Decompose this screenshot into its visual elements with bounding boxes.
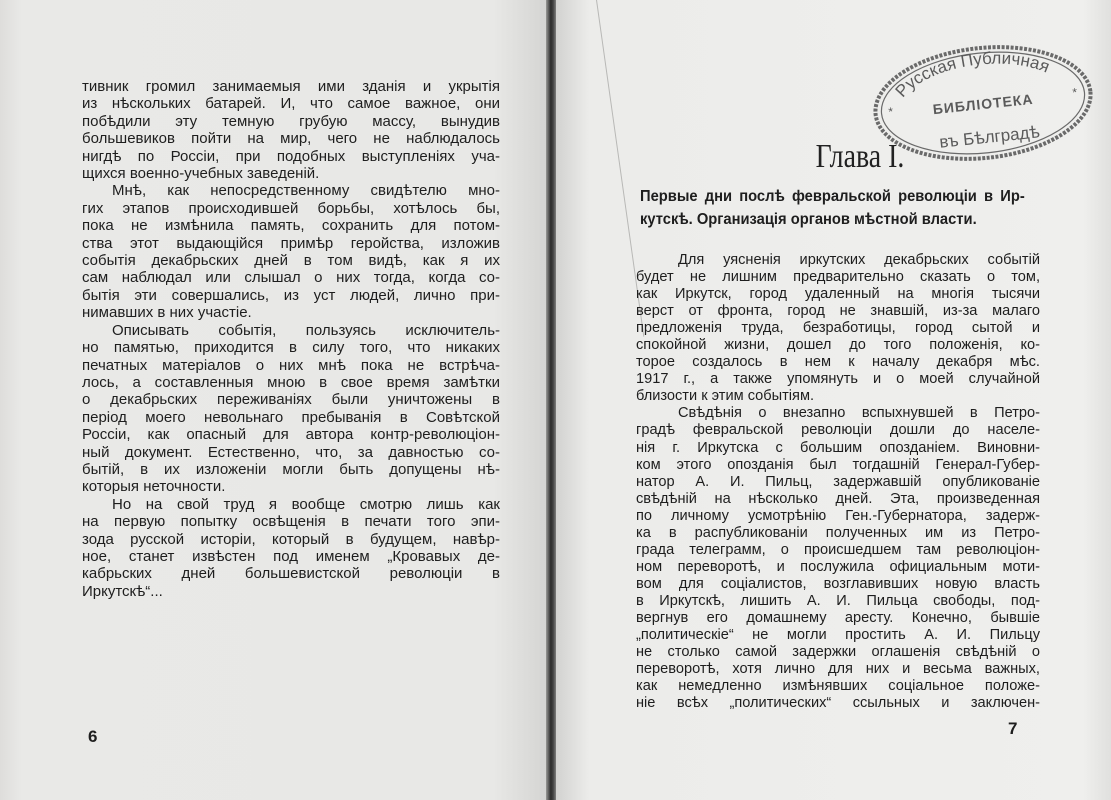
text-line: тивник громил занимаемыя ими зданія и укрытія	[82, 78, 500, 95]
right-page-text	[636, 252, 1040, 712]
text-line: из нѣскольких батарей. И, что самое важное, они	[82, 95, 500, 113]
text-line: нія г. Иркутска с большим опозданіем. Виновни-	[636, 439, 1040, 456]
text-line: побѣдили эту темную грубую массу, вынудив	[82, 112, 500, 130]
text-line: на первую попытку освѣщенія в печати того эпи-	[82, 513, 500, 531]
text-line: которыя неточности.	[82, 478, 226, 496]
text-line: но памятью, приходится в силу того, что никаких	[82, 339, 500, 357]
text-line: событія декабрьских дней в том видѣ, как я их	[82, 252, 500, 270]
text-line: верст от фронта, город не знавшій, из-за малаго	[636, 303, 1040, 320]
chapter-title: Глава I.	[815, 138, 905, 175]
text-line: по личному усмотрѣнію Ген.-Губернатора, задерж-	[636, 507, 1040, 524]
text-line: Иркутскѣ“...	[82, 582, 163, 600]
text-line: ніе всѣх „политических“ ссыльных и заключен-	[636, 695, 1040, 712]
text-line: вергнув его домашнему аресту. Конечно, бывшіе	[636, 609, 1040, 626]
text-line: Свѣдѣнія о внезапно вспыхнувшей в Петро-	[678, 405, 1040, 422]
page-number-left: 6	[88, 727, 98, 746]
chapter-subtitle	[640, 185, 1025, 231]
text-line: ное, станет извѣстен под именем „Кровавых де-	[82, 547, 500, 565]
text-line: спокойной жизни, дошел до того положенія, ко-	[636, 337, 1040, 354]
text-line: „политическіе“ не могли простить А. И. Пильцу	[636, 627, 1040, 644]
text-line: градѣ февральской революціи дошли до населе-	[636, 422, 1040, 439]
subtitle-line: кутскѣ. Организація органов мѣстной власти.	[640, 211, 977, 228]
text-line: ком этого опозданія был тогдашній Генерал-Губер-	[636, 456, 1040, 473]
text-line: нигдѣ по Россіи, при подобных выступленіях уча-	[82, 147, 500, 165]
text-line: ный документ. Естественно, что, за давностью со-	[82, 443, 500, 461]
text-line: о декабрьских переживаніях были уничтожены в	[82, 391, 500, 409]
text-line: натор А. И. Пильц, задержавшій опубликованіе	[636, 473, 1040, 490]
text-line: бытія эти совершались, из уст людей, лично при-	[82, 286, 500, 304]
text-line: вом для соціалистов, возглавивших новую власть	[636, 575, 1040, 592]
text-line: лось, а составленныя мною в свое время замѣтки	[82, 373, 500, 391]
text-line: нимавших в них участіе.	[82, 304, 252, 322]
text-line: как Иркутск, город удаленный на многія тысячи	[636, 286, 1040, 303]
stamp-text-bottom: въ Бѣлградѣ	[938, 122, 1041, 152]
stamp-text-middle: БИБЛІОТЕКА	[932, 90, 1035, 118]
text-line: Для уясненія иркутских декабрьских событій	[678, 252, 1040, 268]
text-line: 1917 г., а также упомянуть и о моей случайной	[636, 371, 1040, 388]
text-line: сам наблюдал или слышал о них тогда, когда со-	[82, 269, 500, 287]
text-line: града телеграмм, о происшедшем там революціон-	[636, 541, 1040, 558]
text-line: період моего невольнаго пребыванія в Совѣтской	[82, 408, 500, 426]
svg-text:*: *	[1071, 85, 1078, 100]
text-line: как немедленно измѣнявших соціальное положе-	[636, 678, 1040, 695]
text-line: печатных матеріалов о них мнѣ пока не встрѣча-	[82, 356, 500, 374]
left-page	[0, 0, 548, 800]
text-line: щихся военно-учебных заведеній.	[82, 165, 320, 183]
text-line: гих этапов происходившей борьбы, хотѣлось бы,	[82, 199, 500, 217]
text-line: ном переворотѣ, и послужила официальным моти-	[636, 558, 1040, 575]
text-line: переворотѣ, хотя лично для них и весьма важных,	[636, 661, 1040, 678]
text-line: зода русской исторіи, который в будущем, навѣр-	[82, 530, 500, 548]
text-line: ка в распубликованіи полученных им из Петро-	[636, 524, 1040, 541]
text-line: будет не лишним предварительно сказать о том,	[636, 269, 1040, 286]
text-line: Мнѣ, как непосредственному свидѣтелю мно-	[112, 182, 500, 200]
text-line: пока не измѣнила память, сохранить для потом-	[82, 217, 500, 235]
text-line: Но на свой труд я вообще смотрю лишь как	[112, 495, 500, 513]
text-line: близости к этим событіям.	[636, 388, 815, 405]
text-line: не столько самой задержки оглашенія свѣдѣній о	[636, 644, 1040, 661]
stamp-text-top: Русская Публичная	[891, 48, 1053, 101]
text-line: ства этот выдающійся примѣр геройства, изложив	[82, 234, 500, 252]
left-page-text	[82, 78, 500, 600]
text-line: предложенія труда, безработицы, город сытой и	[636, 320, 1040, 337]
text-line: большевиков пойти на мир, чего не наблюдалось	[82, 130, 500, 148]
subtitle-line: Первые дни послѣ февральской революціи в Ир-	[640, 188, 1025, 205]
text-line: бытій, в их изложеніи могли быть допущены нѣ-	[82, 460, 500, 478]
text-line: Описывать событія, пользуясь исключитель-	[112, 321, 500, 339]
svg-text:*: *	[887, 104, 894, 119]
text-line: в Иркутскѣ, лишить А. И. Пильца свободы, под-	[636, 592, 1040, 609]
text-line: кабрьских дней большевистской революціи в	[82, 565, 500, 583]
text-line: свѣдѣній на нѣсколько дней. Эта, произведенная	[636, 490, 1040, 507]
page-number-right: 7	[1008, 719, 1018, 738]
text-line: торое создалось в нем к началу декабря мѣс.	[636, 354, 1040, 371]
text-line: Россіи, как опасный для автора контр-революціон-	[82, 426, 500, 444]
